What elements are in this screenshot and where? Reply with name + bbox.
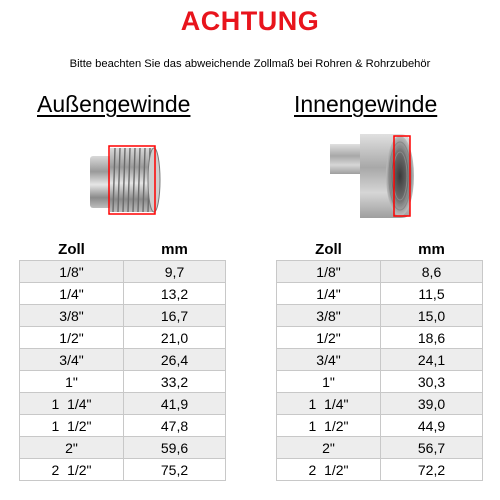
mm-cell: 21,0 [124,327,226,349]
table-row [277,305,483,327]
table-row [277,459,483,481]
table-row [20,459,226,481]
zoll-cell: 2" [20,437,124,459]
table-row [277,393,483,415]
table-row [277,261,483,283]
table-row [277,349,483,371]
mm-cell: 15,0 [381,305,483,327]
mm-cell: 39,0 [381,393,483,415]
zoll-cell: 1 1/4" [277,393,381,415]
column-header-zoll: Zoll [315,240,342,258]
mm-cell: 30,3 [381,371,483,393]
zoll-cell: 1" [277,371,381,393]
mm-cell: 26,4 [124,349,226,371]
zoll-cell: 1" [20,371,124,393]
mm-cell: 9,7 [124,261,226,283]
mm-cell: 8,6 [381,261,483,283]
table-row [20,415,226,437]
mm-cell: 56,7 [381,437,483,459]
internal-thread-table [276,238,483,481]
table-row [20,393,226,415]
internal-thread-fitting-image [330,130,430,220]
mm-cell: 16,7 [124,305,226,327]
zoll-cell: 2" [277,437,381,459]
table-row [20,283,226,305]
zoll-cell: 1 1/2" [277,415,381,437]
column-header-mm: mm [161,240,188,258]
external-thread-fitting-image [88,142,168,218]
mm-cell: 47,8 [124,415,226,437]
zoll-cell: 3/8" [20,305,124,327]
zoll-cell: 1/4" [277,283,381,305]
page-title: ACHTUNG [180,6,320,36]
table-row [277,437,483,459]
zoll-cell: 1 1/4" [20,393,124,415]
table-row [20,327,226,349]
column-header-mm: mm [418,240,445,258]
table-row [20,437,226,459]
table-row [20,261,226,283]
mm-cell: 72,2 [381,459,483,481]
external-thread-table [19,238,226,481]
table-row [277,327,483,349]
mm-cell: 41,9 [124,393,226,415]
external-thread-heading: Außengewinde [37,91,191,117]
mm-cell: 33,2 [124,371,226,393]
internal-thread-heading: Innengewinde [294,91,438,117]
mm-cell: 44,9 [381,415,483,437]
mm-cell: 59,6 [124,437,226,459]
table-row [20,371,226,393]
zoll-cell: 1 1/2" [20,415,124,437]
mm-cell: 18,6 [381,327,483,349]
table-row [20,349,226,371]
mm-cell: 75,2 [124,459,226,481]
column-header-zoll: Zoll [58,240,85,258]
table-row [277,283,483,305]
zoll-cell: 3/8" [277,305,381,327]
zoll-cell: 2 1/2" [277,459,381,481]
table-row [20,305,226,327]
mm-cell: 13,2 [124,283,226,305]
zoll-cell: 1/8" [277,261,381,283]
zoll-cell: 1/2" [277,327,381,349]
zoll-cell: 1/8" [20,261,124,283]
table-row [277,415,483,437]
zoll-cell: 3/4" [20,349,124,371]
mm-cell: 24,1 [381,349,483,371]
zoll-cell: 1/4" [20,283,124,305]
zoll-cell: 2 1/2" [20,459,124,481]
zoll-cell: 3/4" [277,349,381,371]
notice-text: Bitte beachten Sie das abweichende Zollmaß bei Rohren & Rohrzubehör [69,58,431,70]
table-row [277,371,483,393]
zoll-cell: 1/2" [20,327,124,349]
mm-cell: 11,5 [381,283,483,305]
